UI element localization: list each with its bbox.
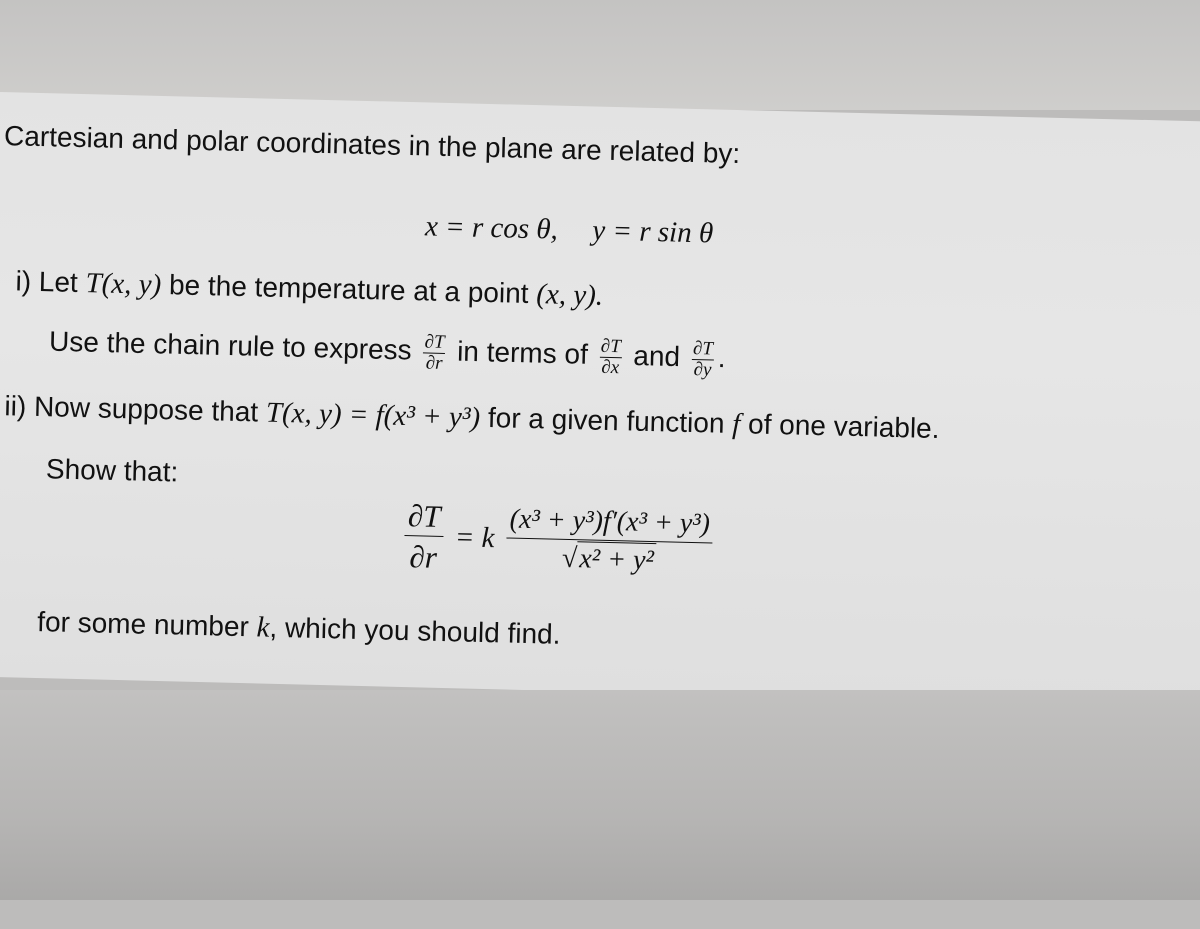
lhs-denominator: ∂r: [409, 539, 438, 575]
closing-after: , which you should find.: [269, 611, 561, 650]
rhs-fraction: [505, 503, 713, 577]
and-text: and: [632, 339, 681, 373]
rhs-numerator: (x³ + y³)f′(x³ + y³): [506, 506, 713, 544]
dT-dr-fraction: [423, 332, 446, 373]
function-f: f: [731, 407, 741, 441]
intro-line: [4, 120, 741, 170]
part-ii-text-end: of one variable.: [747, 408, 940, 445]
dT-dx-num: ∂T: [600, 335, 622, 358]
closing-line: [37, 606, 561, 652]
dT-dx-fraction: [599, 337, 622, 378]
part-i-line-1: [15, 265, 603, 312]
part-i-line-2: [49, 323, 726, 380]
dT-dr-den: ∂r: [425, 352, 443, 374]
rhs-denominator: [505, 539, 712, 577]
number-k: k: [256, 611, 270, 644]
part-ii-marker: ii): [4, 390, 27, 422]
dT-dr-num: ∂T: [424, 331, 445, 353]
lhs-fraction: [404, 500, 444, 573]
part-i-text-mid: be the temperature at a point: [168, 269, 529, 309]
part-i-period: .: [717, 342, 726, 374]
show-that-text: Show that:: [45, 453, 179, 488]
part-ii-equation: T(x, y) = f(x³ + y³): [265, 396, 481, 434]
closing-before: for some number: [36, 606, 250, 643]
point-xy: (x, y).: [535, 278, 604, 312]
part-i-text-before: Let: [38, 266, 79, 298]
relations-line: [425, 210, 714, 250]
sqrt-radicand: x² + y²: [577, 541, 656, 576]
part-i-line2-before: Use the chain rule to express: [48, 325, 413, 366]
part-ii-text-before: Now suppose that: [33, 390, 259, 428]
in-terms-of-text: in terms of: [456, 335, 589, 370]
dT-dy-fraction: [691, 339, 714, 380]
show-that-line: [46, 453, 179, 488]
sqrt-symbol: √: [561, 542, 578, 575]
T-of-xy: T(x, y): [85, 267, 162, 301]
part-ii-text-after: for a given function: [487, 402, 725, 439]
y-relation: y = r sin θ: [591, 214, 714, 250]
part-ii-line-1: [4, 390, 940, 446]
equals-k: = k: [454, 520, 495, 554]
formula: [404, 500, 714, 580]
dT-dx-den: ∂x: [601, 356, 620, 379]
dT-dy-den: ∂y: [693, 359, 712, 381]
part-i-marker: i): [15, 265, 32, 297]
lhs-numerator: ∂T: [404, 500, 443, 537]
x-relation: x = r cos θ,: [424, 210, 559, 246]
intro-text: Cartesian and polar coordinates in the plane are related by:: [3, 120, 741, 170]
dT-dy-num: ∂T: [692, 338, 714, 360]
